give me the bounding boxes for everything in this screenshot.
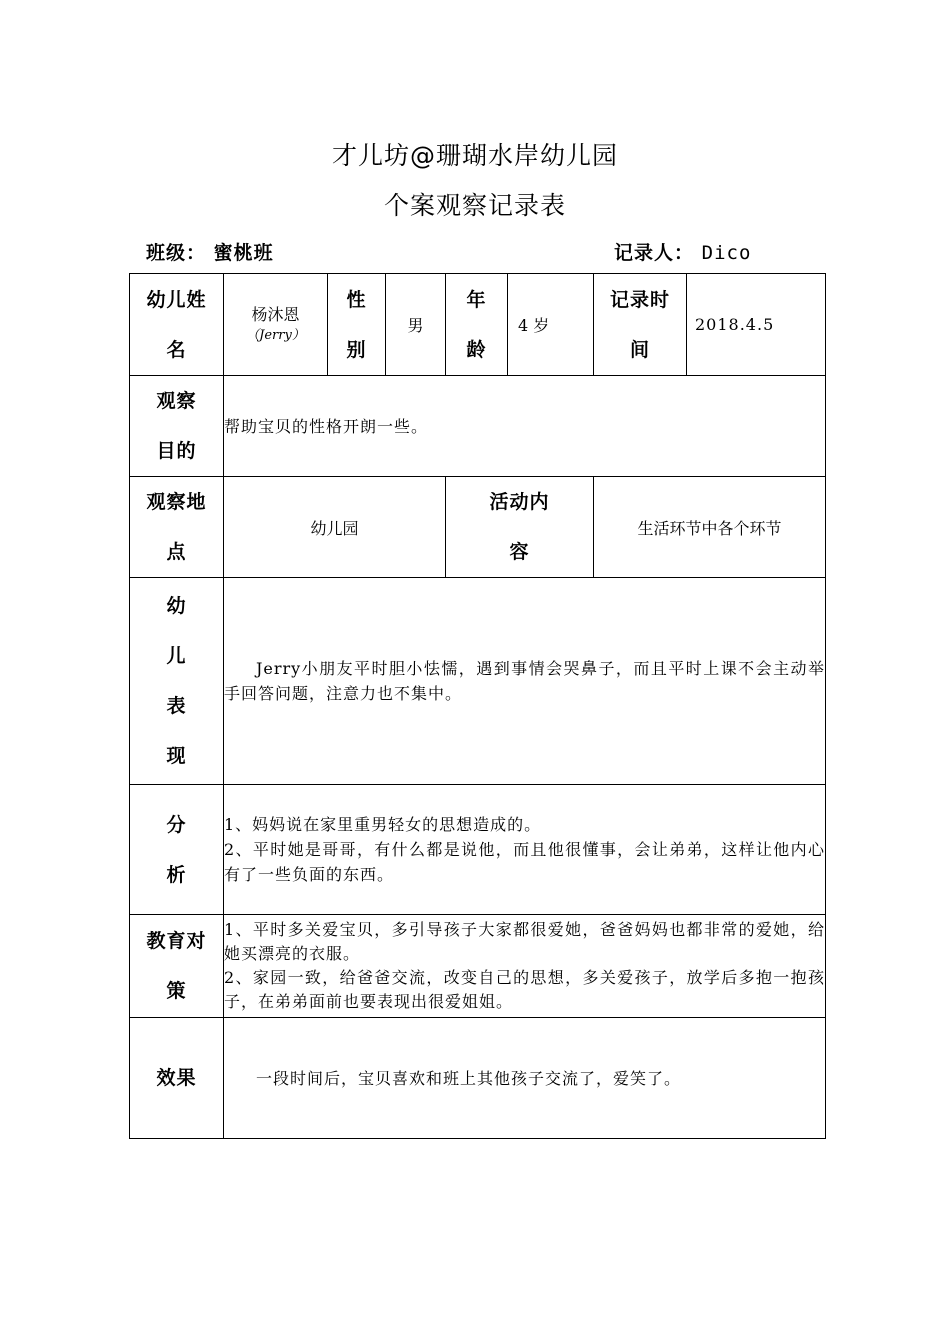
effect-text: 一段时间后，宝贝喜欢和班上其他孩子交流了，爱笑了。: [224, 1018, 826, 1139]
recorder-label: 记录人：: [614, 242, 695, 264]
effect-label: 效果: [130, 1018, 224, 1139]
time-label-line1: 记录时: [609, 288, 670, 311]
strategy-label-line1: 教育对: [146, 930, 207, 952]
age-label-line2: 龄: [466, 338, 487, 361]
observation-table: [129, 273, 826, 1139]
gender-value: 男: [386, 274, 446, 376]
analysis-item: 2、平时她是哥哥，有什么都是说他，而且他很懂事，会让弟弟，这样让他内心有了一些负面的东西。: [224, 840, 825, 884]
form-title: 个案观察记录表: [383, 191, 566, 220]
performance-label-char: 现: [166, 745, 187, 767]
place-row: [130, 477, 826, 578]
performance-label-char: 儿: [166, 645, 187, 667]
gender-label-line1: 性: [346, 288, 367, 311]
purpose-value: 帮助宝贝的性格开朗一些。: [224, 376, 826, 477]
analysis-item: 1、妈妈说在家里重男轻女的思想造成的。: [224, 815, 542, 834]
name-label-cell: [130, 274, 224, 376]
analysis-label-char: 分: [166, 813, 187, 836]
gender-label-line2: 别: [346, 338, 367, 361]
analysis-content: [224, 785, 826, 915]
performance-label-char: 幼: [166, 595, 187, 617]
name-label-line2: 名: [166, 338, 187, 361]
purpose-row: [130, 376, 826, 477]
activity-label-cell: [446, 477, 594, 578]
strategy-item: 1、平时多关爱宝贝，多引导孩子大家都很爱她，爸爸妈妈也都非常的爱她，给她买漂亮的衣服。: [224, 920, 825, 963]
strategy-label-cell: [130, 915, 224, 1018]
place-label-line2: 点: [166, 541, 187, 563]
performance-text: Jerry小朋友平时胆小怯懦，遇到事情会哭鼻子，而且平时上课不会主动举手回答问题，注意力也不集中。: [224, 578, 826, 785]
class-value: 蜜桃班: [213, 242, 274, 264]
strategy-label-line2: 策: [166, 980, 187, 1002]
purpose-label-line1: 观察: [156, 390, 197, 412]
place-label-cell: [130, 477, 224, 578]
place-label-line1: 观察地: [146, 491, 207, 513]
name-label-line1: 幼儿姓: [146, 288, 207, 311]
analysis-label-char: 析: [166, 863, 187, 886]
name-value-cell: [224, 274, 328, 376]
purpose-label-cell: [130, 376, 224, 477]
time-label-cell: [594, 274, 687, 376]
strategy-item: 2、家园一致，给爸爸交流，改变自己的思想，多关爱孩子，放学后多抱一抱孩子，在弟弟面前也要表现出很爱姐姐。: [224, 968, 825, 1011]
gender-label-cell: [328, 274, 386, 376]
child-name: 杨沐恩: [251, 304, 300, 324]
basic-info-row: [130, 274, 826, 376]
purpose-label-line2: 目的: [156, 440, 197, 462]
class-label: 班级：: [146, 242, 207, 264]
class-info: [146, 238, 274, 265]
performance-label-cell: [130, 578, 224, 785]
recorder-value: Dico: [701, 242, 752, 264]
analysis-label-cell: [130, 785, 224, 915]
time-label-line2: 间: [629, 338, 650, 361]
child-english-name: （Jerry）: [246, 327, 305, 343]
activity-value: 生活环节中各个环节: [594, 477, 826, 578]
strategy-content: [224, 915, 826, 1018]
strategy-row: [130, 915, 826, 1018]
activity-label-line1: 活动内: [489, 491, 550, 513]
performance-row: [130, 578, 826, 785]
effect-row: [130, 1018, 826, 1139]
record-date: 2018.4.5: [687, 274, 826, 376]
school-title: 才儿坊@珊瑚水岸幼儿园: [331, 141, 618, 170]
age-value: 4 岁: [508, 274, 594, 376]
age-label-cell: [446, 274, 508, 376]
analysis-row: [130, 785, 826, 915]
recorder-info: [614, 238, 751, 265]
place-value: 幼儿园: [224, 477, 446, 578]
performance-label-char: 表: [166, 695, 187, 717]
activity-label-line2: 容: [509, 541, 530, 563]
age-label-line1: 年: [466, 288, 487, 311]
